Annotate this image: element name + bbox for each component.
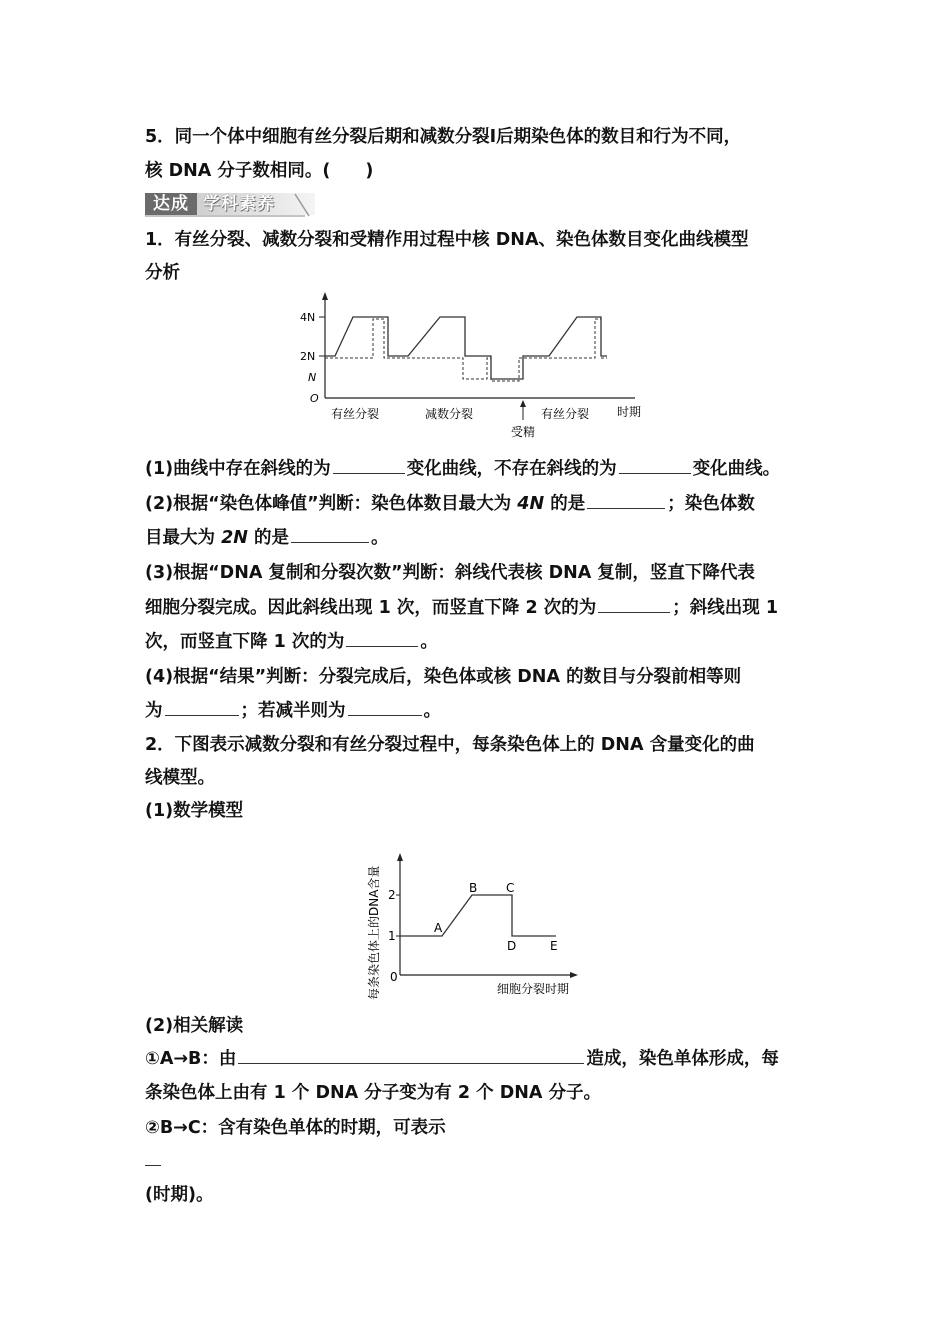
banner-decoration (145, 193, 315, 217)
p2-sub2: (2)相关解读 (145, 1016, 244, 1036)
section-banner (145, 193, 315, 217)
chromosome-dna-change-diagram (295, 290, 655, 440)
s3-line3: 次，而竖直下降 1 次的为 。 (145, 632, 438, 652)
p1-line2: 分析 (145, 263, 180, 283)
x-axis-title: 时期 (617, 405, 642, 419)
dna-content-curve (400, 895, 556, 936)
banner-light-label: 学科素养 (197, 193, 315, 215)
s3-line1: (3)根据“DNA 复制和分裂次数”判断：斜线代表核 DNA 复制，竖直下降代表 (145, 563, 755, 583)
x-label-mitosis-2: 有丝分裂 (541, 407, 590, 421)
p2-sub1: (1)数学模型 (145, 801, 244, 821)
s2-line2: 目最大为 2N 的是 。 (145, 528, 389, 548)
x-axis-title: 细胞分裂时期 (497, 982, 570, 996)
s4-line2: 为 ；若减半则为 。 (145, 701, 441, 721)
period-line: (时期)。 (145, 1185, 214, 1205)
blank-s2-a[interactable] (587, 494, 665, 509)
bc-line: ②B→C：含有染色单体的时期，可表示 (145, 1118, 446, 1138)
blank-s3-a[interactable] (598, 598, 670, 613)
blank-s1-a[interactable] (333, 459, 405, 474)
origin-label: O (310, 392, 319, 405)
x-label-mitosis-1: 有丝分裂 (331, 407, 380, 421)
y-tick-0: 0 (390, 970, 398, 984)
dna-curve (325, 317, 607, 379)
point-A-label: A (434, 921, 443, 935)
s3-line2: 细胞分裂完成。因此斜线出现 1 次，而竖直下降 2 次的为 ；斜线出现 1 (145, 598, 779, 618)
q5-line1: 5．同一个体中细胞有丝分裂后期和减数分裂Ⅰ后期染色体的数目和行为不同， (145, 127, 742, 147)
blank-s3-b[interactable] (346, 632, 418, 647)
point-C-label: C (506, 881, 515, 895)
y-axis-title: 每条染色体上的DNA含量 (367, 865, 381, 1000)
blank-s4-b[interactable] (348, 701, 422, 716)
blank-bc[interactable] (145, 1151, 161, 1166)
p2-line2: 线模型。 (145, 768, 215, 788)
blank-ab[interactable] (238, 1049, 584, 1064)
y-tick-2: 2 (388, 888, 396, 902)
x-label-meiosis: 减数分裂 (425, 407, 474, 421)
point-B-label: B (469, 881, 478, 895)
fertilization-label: 受精 (511, 425, 536, 439)
ab-line2: 条染色体上由有 1 个 DNA 分子变为有 2 个 DNA 分子。 (145, 1083, 602, 1103)
s1-line: (1)曲线中存在斜线的为 变化曲线，不存在斜线的为 变化曲线。 (145, 459, 781, 479)
y-tick-N: N (308, 371, 317, 384)
q5-line2: 核 DNA 分子数相同。( ) (145, 161, 374, 181)
bc-blank-line (145, 1150, 163, 1172)
dna-per-chromosome-diagram (360, 832, 600, 1004)
chromosome-curve (325, 319, 607, 381)
s2-line1: (2)根据“染色体峰值”判断：染色体数目最大为 4N 的是 ；染色体数 (145, 494, 755, 514)
s4-line1: (4)根据“结果”判断：分裂完成后，染色体或核 DNA 的数目与分裂前相等则 (145, 667, 742, 687)
y-tick-1: 1 (388, 929, 396, 943)
banner-dark-label: 达成 (145, 193, 197, 215)
blank-s1-b[interactable] (619, 459, 691, 474)
p1-line1: 1．有丝分裂、减数分裂和受精作用过程中核 DNA、染色体数目变化曲线模型 (145, 230, 749, 250)
point-E-label: E (550, 939, 558, 953)
ab-line1: ①A→B：由 造成，染色单体形成，每 (145, 1049, 779, 1069)
p2-line1: 2．下图表示减数分裂和有丝分裂过程中，每条染色体上的 DNA 含量变化的曲 (145, 735, 755, 755)
blank-s2-b[interactable] (291, 528, 369, 543)
blank-s4-a[interactable] (165, 701, 239, 716)
y-tick-4N: 4N (300, 311, 316, 324)
y-tick-2N: 2N (300, 350, 316, 363)
y-axis-arrow (322, 292, 328, 300)
point-D-label: D (507, 939, 517, 953)
